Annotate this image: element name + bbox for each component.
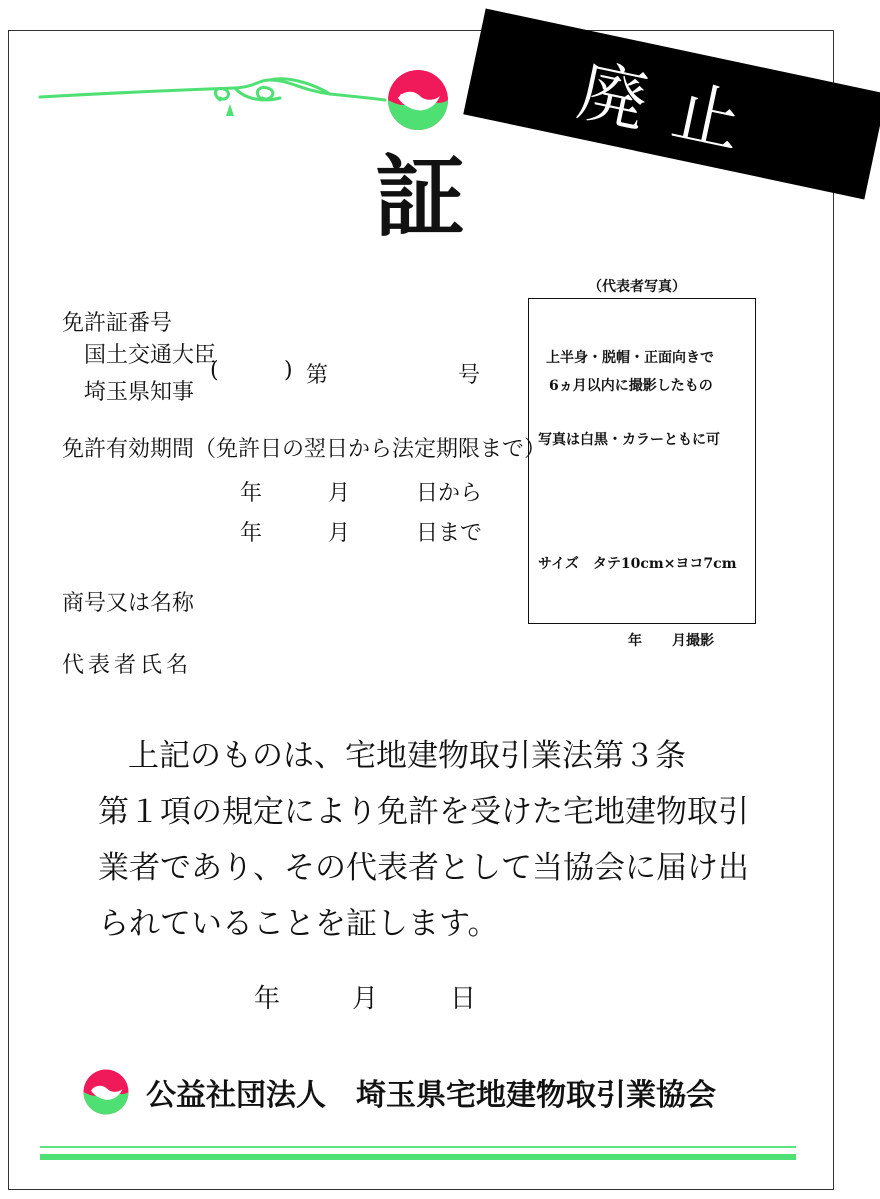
photo-size-label: サイズ タテ10cm×ヨコ7cm xyxy=(538,556,737,572)
issue-date-year: 年 xyxy=(254,984,281,1014)
license-number-heading: 免許証番号 xyxy=(62,311,173,336)
footer-rule-thick xyxy=(40,1154,796,1160)
certification-line-1: 上記のものは、宅地建物取引業法第３条 xyxy=(128,738,686,774)
validity-to-month: 月 xyxy=(328,521,351,546)
certification-text xyxy=(98,728,748,952)
license-go: 号 xyxy=(458,363,481,388)
footer-rule-thin xyxy=(40,1146,796,1148)
association-logo-icon xyxy=(386,68,450,132)
validity-to-day: 日まで xyxy=(416,521,483,546)
validity-from-year: 年 xyxy=(240,481,263,506)
photo-instruction-3: 写真は白黒・カラーともに可 xyxy=(538,432,720,448)
certification-line-4: られていることを証します。 xyxy=(98,906,499,942)
issue-date-month: 月 xyxy=(352,984,379,1014)
photo-label: （代表者写真） xyxy=(588,279,686,295)
photo-taken-year: 年 xyxy=(628,633,642,649)
obsolete-banner-text: 廃止 xyxy=(571,51,776,169)
license-dai: 第 xyxy=(306,363,329,388)
association-logo-icon xyxy=(82,1068,130,1116)
license-paren-close: ) xyxy=(284,358,293,383)
photo-taken-month: 月撮影 xyxy=(672,633,714,649)
photo-instruction-2: 6ヵ月以内に撮影したもの xyxy=(549,378,713,394)
trade-name-label: 商号又は名称 xyxy=(62,591,195,616)
validity-heading: 免許有効期間（免許日の翌日から法定期限まで） xyxy=(62,437,547,462)
license-authority-governor: 埼玉県知事 xyxy=(84,380,195,405)
license-paren-open: ( xyxy=(210,358,219,383)
certification-line-2: 第１項の規定により免許を受けた宅地建物取引 xyxy=(98,794,749,830)
validity-to-year: 年 xyxy=(240,521,263,546)
association-name: 公益社団法人 埼玉県宅地建物取引業協会 xyxy=(146,1078,716,1113)
issue-date-day: 日 xyxy=(450,984,477,1014)
photo-instruction-1: 上半身・脱帽・正面向きで xyxy=(546,350,714,366)
validity-from-month: 月 xyxy=(328,481,351,506)
license-authority-mlit: 国土交通大臣 xyxy=(84,343,217,368)
certification-line-3: 業者であり、その代表者として当協会に届け出 xyxy=(98,850,749,886)
certificate-title: 証 xyxy=(375,144,465,250)
representative-label: 代表者氏名 xyxy=(62,653,193,678)
photo-box xyxy=(528,298,756,624)
validity-from-day: 日から xyxy=(416,481,483,506)
